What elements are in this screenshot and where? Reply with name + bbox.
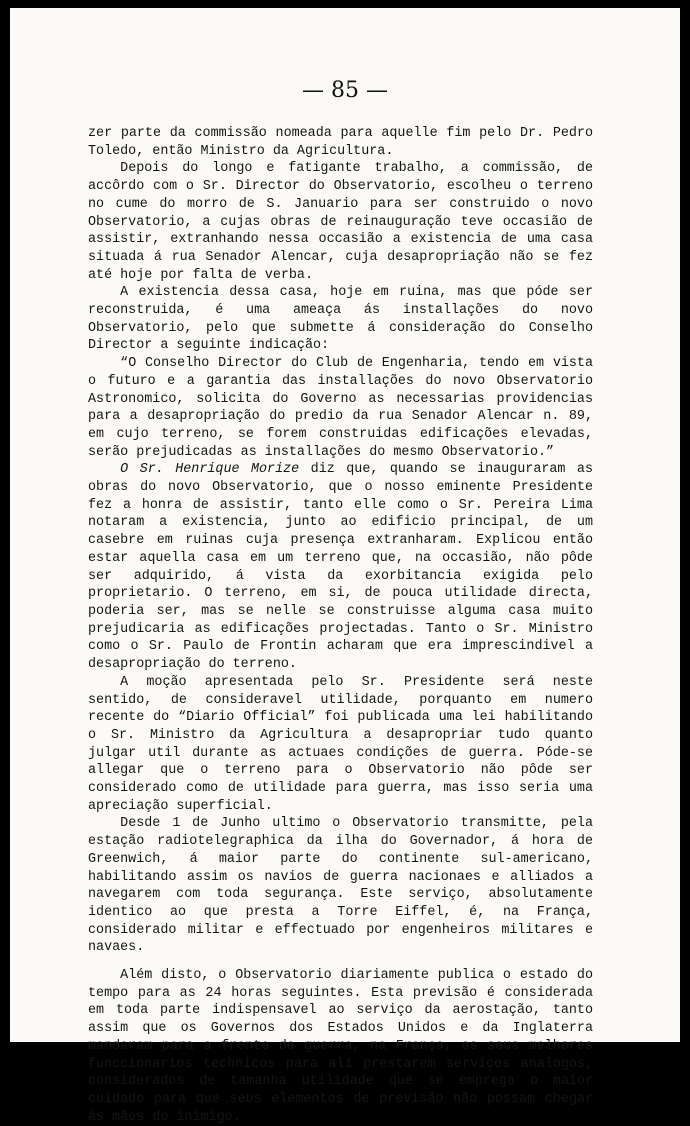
paragraph-speech [88,461,593,673]
quoted-indication: “O Conselho Director do Club de Engenharia, tendo em vista o futuro e a garantia das installações do novo Observatorio Astronomico, solicita do Governo as necessarias providencias para a desapropriação do predio da rua Senador Alencar n. 89, em cujo terreno, se forem construidas edificações elevadas, serão prejudicadas as installações do mesmo Observatorio.” [88,356,593,460]
paragraph: Depois do longo e fatigante trabalho, a commissão, de accôrdo com o Sr. Director do Observatorio, escolheu o terreno no cume do morro de S. Januario para ser construido o novo Observatorio, a cujas obras de reinauguração teve occasião de assistir, extranhando nessa occasião a existencia de uma casa situada á rua Senador Alencar, cuja desapropriação não se fez até hoje por falta de verba. [88,161,593,283]
page-number: — 85 — [302,78,388,103]
paragraph: zer parte da commissão nomeada para aquelle fim pelo Dr. Pedro Toledo, então Ministro da Agricultura. [88,126,593,159]
paragraph: Desde 1 de Junho ultimo o Observatorio transmitte, pela estação radiotelegraphica da ilha do Governador, á hora de Greenwich, á maior parte do continente sul-americano, habilitando assim os navios de guerra nacionaes e alliados a navegarem com toda segurança. Este serviço, absolutamente identico ao que presta a Torre Eiffel, é, na França, considerado militar e effectuado por engenheiros militares e navaes. [88,816,593,956]
paragraph: A moção apresentada pelo Sr. Presidente será neste sentido, de consideravel utilidade, porquanto em numero recente do “Diario Official” foi publicada uma lei habilitando o Sr. Ministro da Agricultura a desapropriar tudo quanto julgar util durante as actuaes condições de guerra. Póde-se allegar que o terreno para o Observatorio não pôde ser considerado como de utilidade para guerra, mas isso seria uma apreciação superficial. [88,674,593,814]
speech-text: diz que, quando se inauguraram as obras do novo Observatorio, que o nosso eminente Presidente fez a honra de assistir, tanto elle como o Sr. Pereira Lima notaram a existencia, junto ao edificio principal, de um casebre em ruinas cuja presença extranharam. Explicou então estar aquella casa em um terreno que, na occasião, não pôde ser adquirido, á vista da exorbitancia exigida pelo proprietario. O terreno, em si, de pouca utilidade directa, poderia ser, mas se nelle se construisse alguma casa muito prejudicaria as edificações projectadas. Tanto o Sr. Ministro como o Sr. Paulo de Frontin acharam que era imprescindivel a desapropriação do terreno. [88,462,593,673]
document-page [10,8,680,1125]
body-text [88,125,593,1126]
paragraph: Além disto, o Observatorio diariamente publica o estado do tempo para as 24 horas seguintes. Esta previsão é considerada em toda parte indispensavel ao serviço da aerostação, tanto assim que os Governos dos Estados Unidos e da Inglaterra mandaram para a frente de guerra, na França, os seus melhores funccionarios technicos para alí prestarem serviços analogos, considerados de tamanha utilidade que se emprega o maior cuidado para que seus elementos de previsão não possam chegar ás mãos do inimigo. [88,968,593,1125]
paragraph: A existencia dessa casa, hoje em ruina, mas que póde ser reconstruida, é uma ameaça ás installações do novo Observatorio, pelo que submette á consideração do Conselho Director a seguinte indicação: [88,285,593,354]
speaker-name: O Sr. Henrique Morize [120,462,300,478]
